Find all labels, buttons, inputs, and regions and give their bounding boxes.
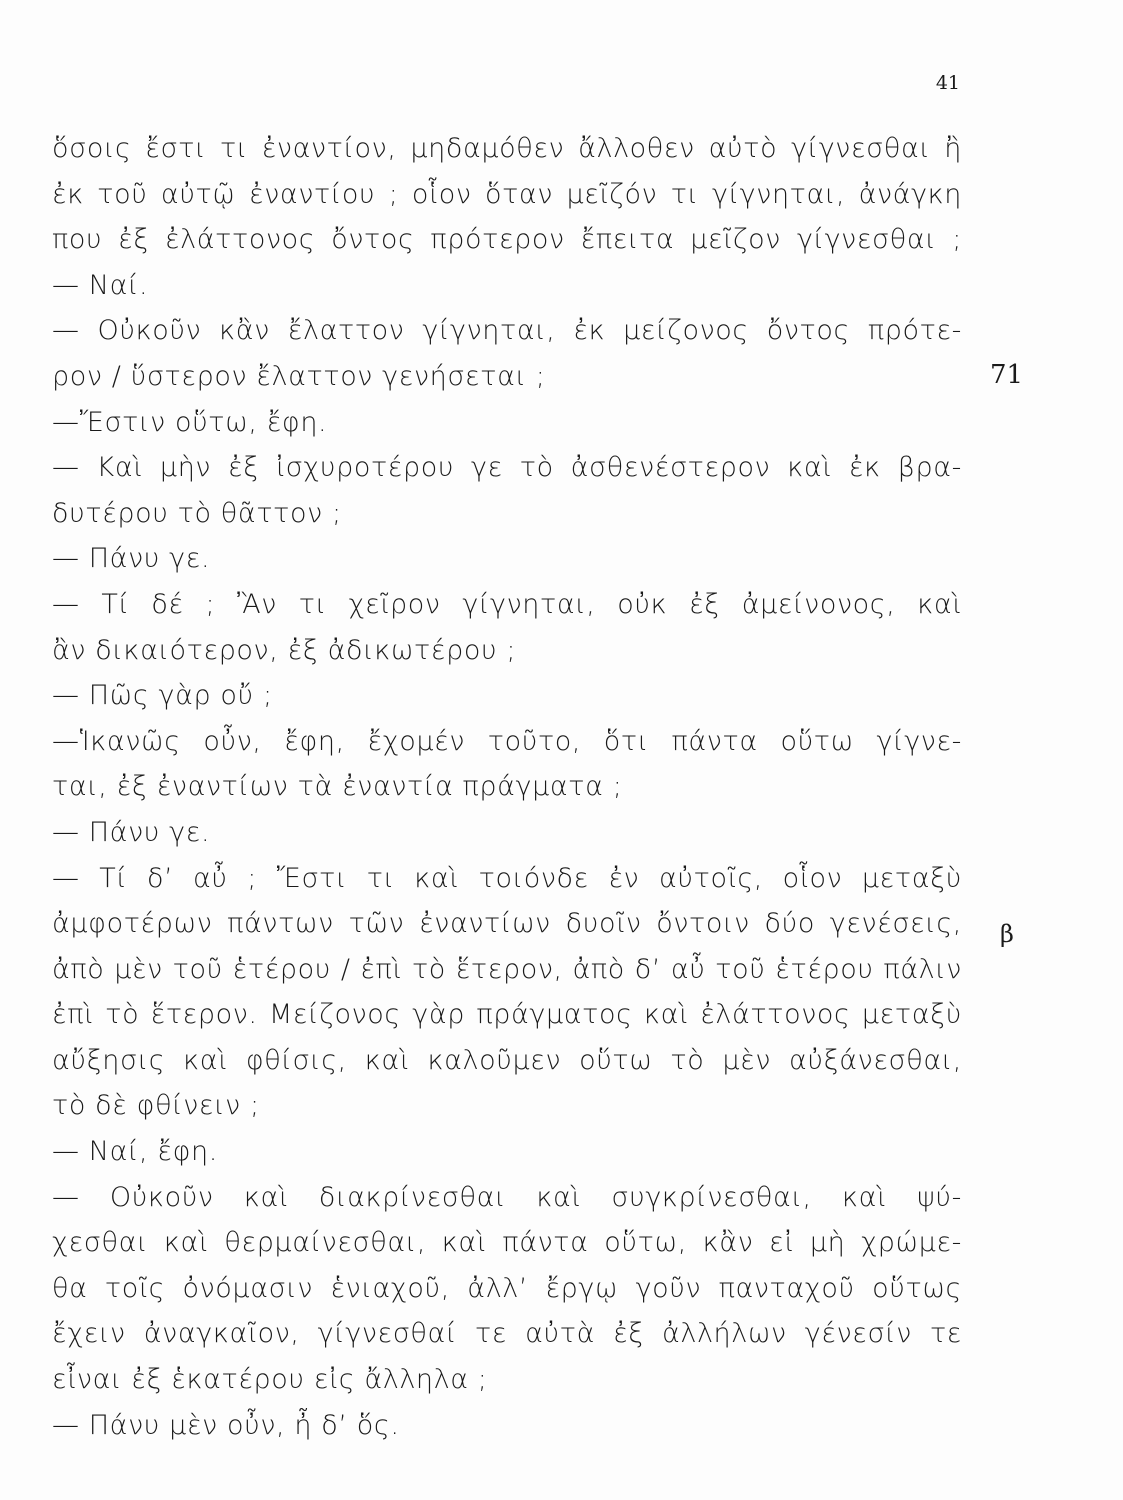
text-line: ἀπὸ μὲν τοῦ ἑτέρου / ἐπὶ τὸ ἕτερον, ἀπὸ δ’ αὖ τοῦ ἑτέρου πάλιν bbox=[52, 953, 962, 985]
text-line: ἐκ τοῦ αὐτῷ ἐναντίου ; οἷον ὅταν μεῖζόν τι γίγνηται, ἀνάγκη bbox=[52, 178, 962, 210]
text-line: — Πῶς γὰρ οὔ ; bbox=[52, 680, 273, 712]
text-line: τὸ δὲ φθίνειν ; bbox=[52, 1090, 260, 1122]
page-number: 41 bbox=[935, 72, 960, 94]
text-line: — Τί δ’ αὖ ; Ἔστι τι καὶ τοιόνδε ἐν αὐτοῖς, οἷον μεταξὺ bbox=[52, 862, 962, 894]
text-line: ἐπὶ τὸ ἕτερον. Μείζονος γὰρ πράγματος καὶ ἐλάττονος μεταξὺ bbox=[52, 999, 962, 1031]
text-line: — Οὐκοῦν καὶ διακρίνεσθαι καὶ συγκρίνεσθαι, καὶ ψύ- bbox=[52, 1181, 962, 1213]
text-line: που ἐξ ἐλάττονος ὄντος πρότερον ἔπειτα μεῖζον γίγνεσθαι ; bbox=[52, 224, 962, 256]
text-line: θα τοῖς ὀνόμασιν ἑνιαχοῦ, ἀλλ’ ἔργῳ γοῦν πανταχοῦ οὕτως bbox=[52, 1272, 962, 1304]
text-line: — Πάνυ μὲν οὖν, ἦ δ’ ὅς. bbox=[52, 1409, 400, 1441]
text-line: ἂν δικαιότερον, ἐξ ἀδικωτέρου ; bbox=[52, 634, 517, 666]
text-line: ρον / ὕστερον ἔλαττον γενήσεται ; bbox=[52, 360, 546, 392]
text-line: — Ναί. bbox=[52, 269, 149, 301]
text-line: ὅσοις ἔστι τι ἐναντίον, μηδαμόθεν ἄλλοθεν αὐτὸ γίγνεσθαι ἢ bbox=[52, 133, 962, 164]
text-line: ἔχειν ἀναγκαῖον, γίγνεσθαί τε αὐτὰ ἐξ ἀλλήλων γένεσίν τε bbox=[52, 1318, 962, 1350]
text-line: εἶναι ἐξ ἑκατέρου εἰς ἄλληλα ; bbox=[52, 1364, 488, 1396]
text-line: — Καὶ μὴν ἐξ ἰσχυροτέρου γε τὸ ἀσθενέστερον καὶ ἐκ βρα- bbox=[52, 452, 962, 484]
text-line: — Πάνυ γε. bbox=[52, 816, 211, 848]
text-line: — Πάνυ γε. bbox=[52, 543, 211, 575]
text-line: αὔξησις καὶ φθίσις, καὶ καλοῦμεν οὕτω τὸ μὲν αὐξάνεσθαι, bbox=[52, 1044, 962, 1076]
margin-note-section-beta: β bbox=[1000, 920, 1014, 948]
text-line: — Τί δέ ; Ἂν τι χεῖρον γίγνηται, οὐκ ἐξ ἀμείνονος, καὶ bbox=[52, 588, 962, 620]
text-line: —Ἔστιν οὕτω, ἔφη. bbox=[52, 406, 328, 438]
greek-text-block bbox=[52, 126, 962, 1448]
text-line: —Ἱκανῶς οὖν, ἔφη, ἔχομέν τοῦτο, ὅτι πάντα οὕτω γίγνε- bbox=[52, 725, 962, 757]
margin-note-stephanus-71: 71 bbox=[990, 360, 1024, 390]
text-line: δυτέρου τὸ θᾶττον ; bbox=[52, 497, 342, 529]
text-line: — Οὐκοῦν κἂν ἔλαττον γίγνηται, ἐκ μείζονος ὄντος πρότε- bbox=[52, 315, 962, 347]
text-line: ἀμφοτέρων πάντων τῶν ἐναντίων δυοῖν ὄντοιν δύο γενέσεις, bbox=[52, 908, 962, 940]
text-line: ται, ἐξ ἐναντίων τὰ ἐναντία πράγματα ; bbox=[52, 771, 623, 803]
text-line: χεσθαι καὶ θερμαίνεσθαι, καὶ πάντα οὕτω, κἂν εἰ μὴ χρώμε- bbox=[52, 1227, 962, 1259]
text-line: — Ναί, ἔφη. bbox=[52, 1136, 218, 1168]
